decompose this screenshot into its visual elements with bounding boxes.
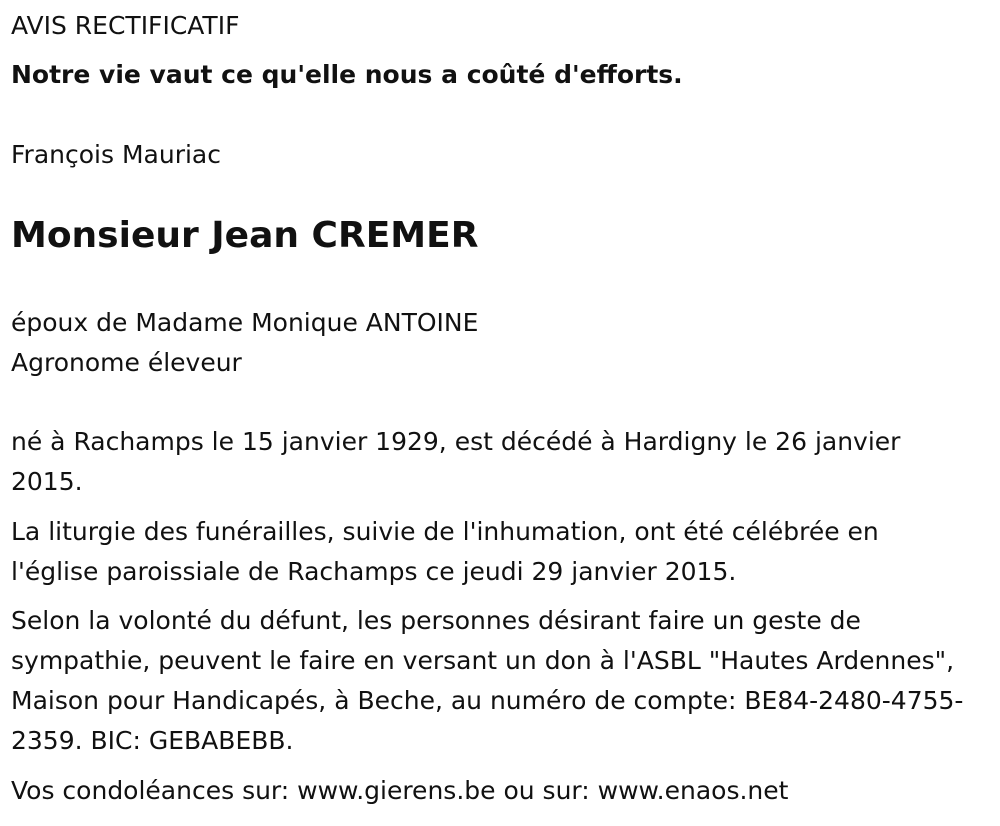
condolences-paragraph: Vos condoléances sur: www.gierens.be ou sur: www.enaos.net xyxy=(11,776,789,805)
deceased-name: Monsieur Jean CREMER xyxy=(11,215,479,256)
funeral-paragraph: La liturgie des funérailles, suivie de l'inhumation, ont été célébrée en l'église paroissiale de Rachamps ce jeudi 29 janvier 2015. xyxy=(11,517,879,586)
donation-paragraph: Selon la volonté du défunt, les personnes désirant faire un geste de sympathie, peuvent le faire en versant un don à l'ASBL "Hautes Ardennes", Maison pour Handicapés, à Beche, au numéro de compte: BE84-2480-4755-2359. BIC: GEBABEBB. xyxy=(11,606,964,755)
notice-header: AVIS RECTIFICATIF xyxy=(11,11,240,40)
spouse-line: époux de Madame Monique ANTOINE xyxy=(11,308,479,337)
quote-author: François Mauriac xyxy=(11,140,221,169)
birth-death-paragraph: né à Rachamps le 15 janvier 1929, est décédé à Hardigny le 26 janvier 2015. xyxy=(11,427,901,496)
profession-line: Agronome éleveur xyxy=(11,348,242,377)
quote-text: Notre vie vaut ce qu'elle nous a coûté d'efforts. xyxy=(11,60,683,89)
